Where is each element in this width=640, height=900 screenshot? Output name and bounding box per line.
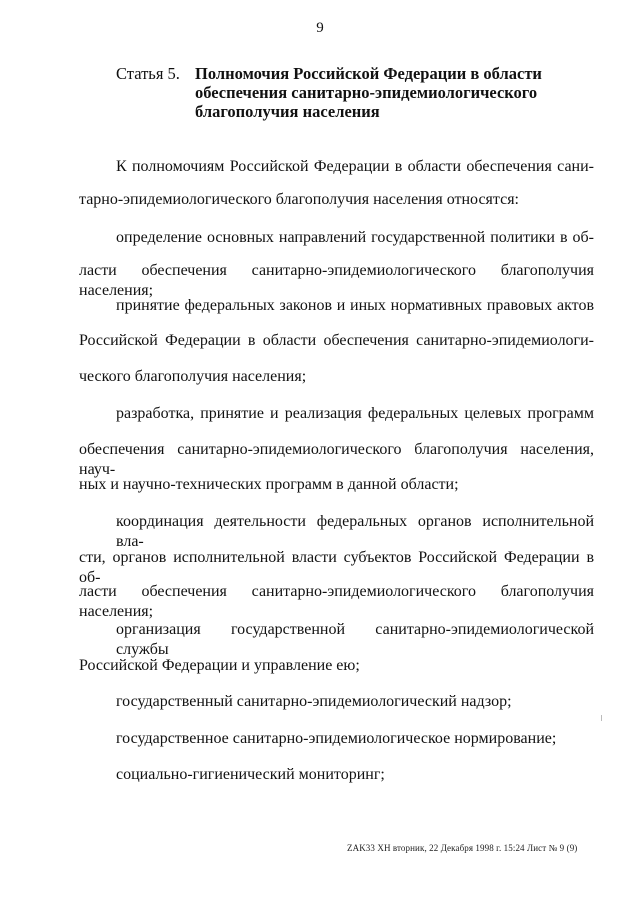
article-title: [195, 64, 595, 121]
body-line-2: тарно-эпидемиологического благополучия населения относятся:: [79, 191, 519, 208]
article-title-line-1: Полномочия Российской Федерации в области: [195, 64, 542, 83]
body-line-14: организация государственной санитарно-эпидемиологической службы: [116, 621, 594, 658]
body-line-8: разработка, принятие и реализация федеральных целевых программ: [116, 405, 594, 422]
page-number: 9: [316, 20, 324, 36]
body-line-18: социально-гигиенический мониторинг;: [116, 766, 385, 783]
body-line-4: ласти обеспечения санитарно-эпидемиологического благополучия населения;: [79, 262, 594, 299]
body-line-17: государственное санитарно-эпидемиологическое нормирование;: [116, 730, 557, 747]
body-line-10: ных и научно-технических программ в данной области;: [79, 476, 459, 493]
body-line-1: К полномочиям Российской Федерации в области обеспечения сани-: [116, 158, 594, 175]
body-line-5: принятие федеральных законов и иных нормативных правовых актов: [116, 297, 594, 314]
body-line-15: Российской Федерации и управление ею;: [79, 657, 360, 674]
body-line-13: ласти обеспечения санитарно-эпидемиологического благополучия населения;: [79, 583, 594, 620]
body-line-12: сти, органов исполнительной власти субъектов Российской Федерации в об-: [79, 549, 594, 586]
article-label: Статья 5.: [116, 64, 180, 83]
margin-mark: [601, 715, 602, 721]
body-line-16: государственный санитарно-эпидемиологический надзор;: [116, 693, 512, 710]
article-title-line-3: благополучия населения: [195, 102, 380, 121]
body-line-3: определение основных направлений государственной политики в об-: [116, 229, 594, 246]
body-line-6: Российской Федерации в области обеспечения санитарно-эпидемиологи-: [79, 332, 594, 349]
footer-print-stamp: ZAK33 XH вторник, 22 Декабря 1998 г. 15:24 Лист № 9 (9): [347, 843, 578, 853]
body-line-7: ческого благополучия населения;: [79, 368, 307, 385]
body-line-9: обеспечения санитарно-эпидемиологического благополучия населения, науч-: [79, 441, 594, 478]
body-line-11: координация деятельности федеральных органов исполнительной вла-: [116, 513, 594, 550]
article-title-line-2: обеспечения санитарно-эпидемиологического: [195, 83, 538, 102]
